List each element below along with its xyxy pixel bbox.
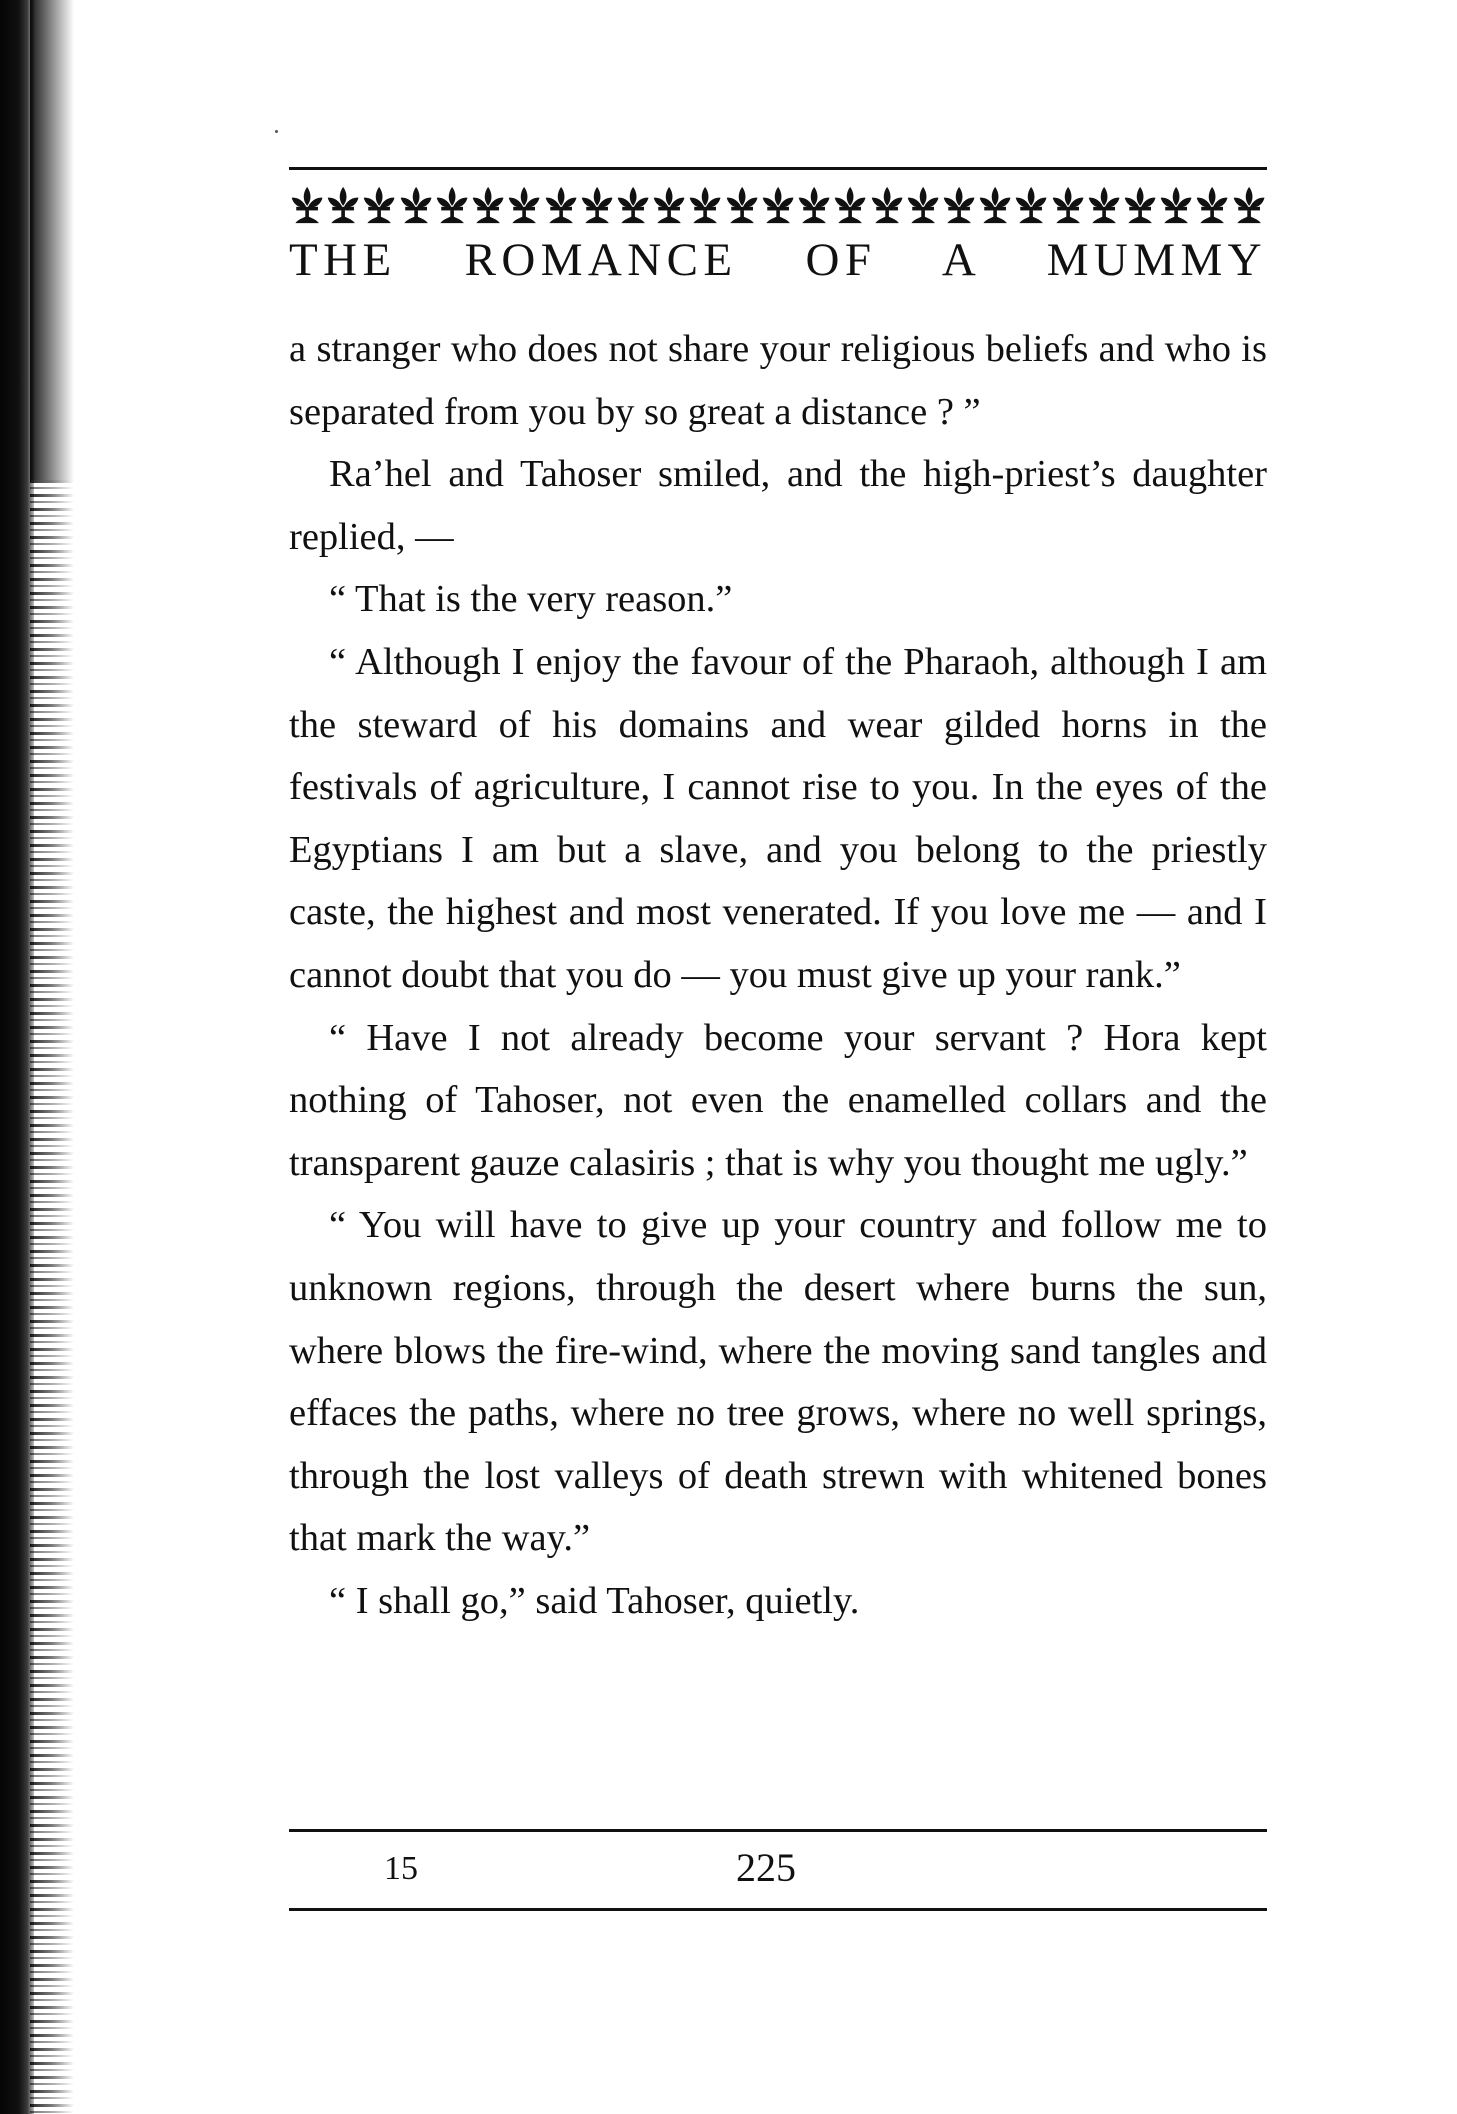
running-head: THE ROMANCE OF A MUMMY [289, 234, 1267, 286]
fleuron-icon [869, 185, 905, 225]
header-rule [289, 167, 1267, 170]
fleuron-icon [1158, 185, 1194, 225]
page-body [289, 318, 1267, 1632]
fleuron-icon [1231, 185, 1267, 225]
fleuron-icon [543, 185, 579, 225]
fleuron-icon [796, 185, 832, 225]
fleuron-icon [1122, 185, 1158, 225]
paragraph-continued: a stranger who does not share your religious beliefs and who is separated from you by so great a distance ? ” [289, 328, 1267, 433]
fleuron-icon [615, 185, 651, 225]
fleuron-icon [361, 185, 397, 225]
page-number: 225 [736, 1845, 796, 1890]
fleuron-icon [1194, 185, 1230, 225]
paragraph: Ra’hel and Tahoser smiled, and the high-priest’s daughter replied, — [289, 453, 1267, 558]
fleuron-icon [832, 185, 868, 225]
ornament-band [289, 181, 1267, 229]
paragraph: “ That is the very reason.” [329, 578, 733, 621]
fleuron-icon [977, 185, 1013, 225]
fleuron-icon [724, 185, 760, 225]
paragraph: “ Although I enjoy the favour of the Pharaoh, although I am the steward of his domains and wear gilded horns in the festivals of agriculture, I cannot rise to you. In the eyes of the Egyptians I am but a slave, and you belong to the priestly caste, the highest and most venerated. If you love me — and I cannot doubt that you do — you must give up your rank.” [289, 640, 1267, 996]
footer-rule-top [289, 1829, 1267, 1832]
fleuron-icon [905, 185, 941, 225]
paper-speck [275, 130, 278, 133]
fleuron-icon [325, 185, 361, 225]
paragraph: “ You will have to give up your country and follow me to unknown regions, through the desert where burns the sun, where blows the fire-wind, where the moving sand tangles and effaces the paths, where no tree grows, where no well springs, through the lost valleys of death strewn with whitened bones that mark the way.” [289, 1204, 1267, 1560]
book-spine-texture [30, 480, 74, 2114]
fleuron-icon [1013, 185, 1049, 225]
fleuron-icon [434, 185, 470, 225]
fleuron-icon [941, 185, 977, 225]
fleuron-icon [1086, 185, 1122, 225]
fleuron-icon [289, 185, 325, 225]
fleuron-icon [687, 185, 723, 225]
signature-mark: 15 [384, 1850, 418, 1887]
fleuron-icon [579, 185, 615, 225]
paragraph: “ Have I not already become your servant ? Hora kept nothing of Tahoser, not even the enamelled collars and the transparent gauze calasiris ; that is why you thought me ugly.” [289, 1016, 1267, 1184]
fleuron-icon [651, 185, 687, 225]
fleuron-icon [470, 185, 506, 225]
paragraph: “ I shall go,” said Tahoser, quietly. [329, 1579, 860, 1622]
book-spine-gradient [30, 0, 74, 480]
fleuron-icon [398, 185, 434, 225]
footer-rule-bottom [289, 1908, 1267, 1911]
book-spine-shadow [0, 0, 34, 2114]
fleuron-icon [760, 185, 796, 225]
fleuron-icon [506, 185, 542, 225]
fleuron-icon [1050, 185, 1086, 225]
